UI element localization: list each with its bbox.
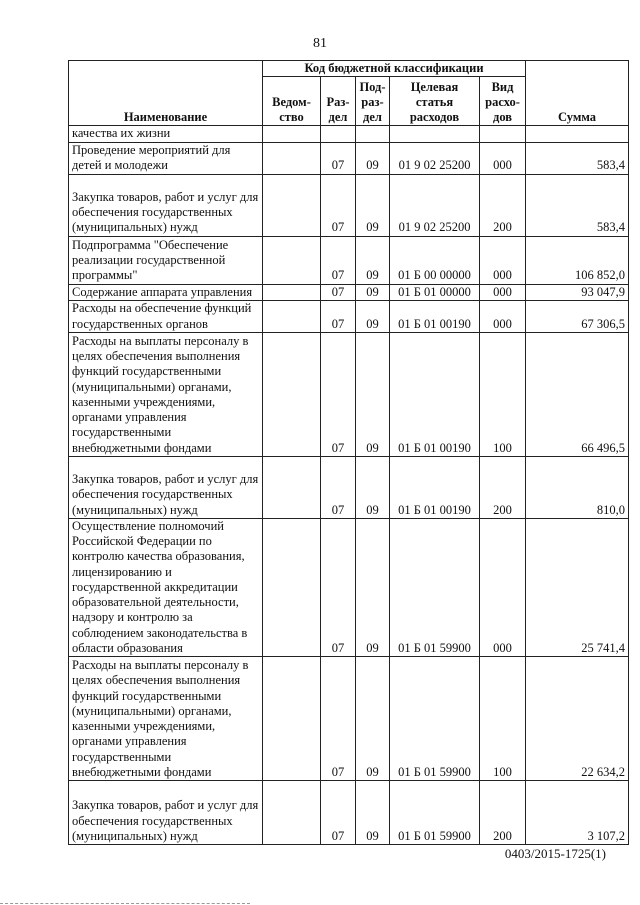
row-name: Расходы на выплаты персоналу в целях обеспечения выполнения функций государственными (муниципальными) органами, казенными учреждениями, органами управления государственными внебюджетными фондами	[69, 332, 263, 456]
row-name: Содержание аппарата управления	[69, 284, 263, 300]
row-name: Подпрограмма "Обеспечение реализации государственной программы"	[69, 236, 263, 284]
row-section: 07	[321, 236, 356, 284]
row-section: 07	[321, 284, 356, 300]
row-dept	[263, 126, 321, 142]
table-row	[69, 126, 629, 142]
row-section: 07	[321, 781, 356, 845]
row-section: 07	[321, 332, 356, 456]
row-section: 07	[321, 456, 356, 518]
table-row	[69, 174, 629, 236]
row-name: Проведение мероприятий для детей и молодежи	[69, 142, 263, 174]
row-dept	[263, 142, 321, 174]
document-id: 0403/2015-1725(1)	[504, 846, 606, 861]
row-dept	[263, 174, 321, 236]
row-target: 01 9 02 25200	[390, 174, 480, 236]
header-target: Целевая статья расходов	[390, 77, 480, 126]
row-target: 01 Б 00 00000	[390, 236, 480, 284]
row-target: 01 Б 01 59900	[390, 518, 480, 656]
table-row	[69, 236, 629, 284]
row-name: Закупка товаров, работ и услуг для обеспечения государственных (муниципальных) нужд	[69, 174, 263, 236]
footer-rule	[0, 903, 250, 904]
row-section: 07	[321, 300, 356, 332]
row-subsection: 09	[356, 284, 390, 300]
row-section	[321, 126, 356, 142]
row-type: 100	[480, 657, 526, 781]
row-target: 01 Б 01 59900	[390, 657, 480, 781]
row-type: 000	[480, 518, 526, 656]
page-number: 81	[313, 36, 327, 51]
header-code-group: Код бюджетной классификации	[263, 61, 526, 77]
row-dept	[263, 236, 321, 284]
row-subsection: 09	[356, 781, 390, 845]
header-sum: Сумма	[526, 61, 629, 126]
row-sum: 106 852,0	[526, 236, 629, 284]
row-dept	[263, 518, 321, 656]
header-dept: Ведом-ство	[263, 77, 321, 126]
row-name: Расходы на обеспечение функций государственных органов	[69, 300, 263, 332]
row-sum: 67 306,5	[526, 300, 629, 332]
row-dept	[263, 781, 321, 845]
row-type: 200	[480, 456, 526, 518]
table-row	[69, 284, 629, 300]
row-type: 200	[480, 174, 526, 236]
row-dept	[263, 332, 321, 456]
row-type: 200	[480, 781, 526, 845]
row-subsection	[356, 126, 390, 142]
row-subsection: 09	[356, 518, 390, 656]
row-target: 01 Б 01 59900	[390, 781, 480, 845]
row-name: Расходы на выплаты персоналу в целях обеспечения выполнения функций государственными (муниципальными) органами, казенными учреждениями, органами управления государственными внебюджетными фондами	[69, 657, 263, 781]
row-subsection: 09	[356, 456, 390, 518]
table-row	[69, 456, 629, 518]
row-type: 100	[480, 332, 526, 456]
row-subsection: 09	[356, 300, 390, 332]
row-name: Закупка товаров, работ и услуг для обеспечения государственных (муниципальных) нужд	[69, 456, 263, 518]
row-subsection: 09	[356, 236, 390, 284]
table-row	[69, 142, 629, 174]
row-type: 000	[480, 300, 526, 332]
row-target: 01 Б 01 00190	[390, 332, 480, 456]
header-name: Наименование	[69, 61, 263, 126]
table-row	[69, 657, 629, 781]
row-sum: 25 741,4	[526, 518, 629, 656]
row-name: Осуществление полномочий Российской Федерации по контролю качества образования, лицензированию и государственной аккредитации образовательной деятельности, надзору и контролю за соблюдением законодательства в области образования	[69, 518, 263, 656]
row-type: 000	[480, 284, 526, 300]
row-sum: 66 496,5	[526, 332, 629, 456]
table-row	[69, 332, 629, 456]
row-section: 07	[321, 174, 356, 236]
row-sum	[526, 126, 629, 142]
row-type: 000	[480, 236, 526, 284]
table-row	[69, 781, 629, 845]
header-section: Раз-дел	[321, 77, 356, 126]
row-subsection: 09	[356, 174, 390, 236]
table-row	[69, 518, 629, 656]
row-sum: 810,0	[526, 456, 629, 518]
row-target: 01 Б 01 00190	[390, 300, 480, 332]
row-section: 07	[321, 657, 356, 781]
row-dept	[263, 456, 321, 518]
row-dept	[263, 284, 321, 300]
header-type: Вид расхо-дов	[480, 77, 526, 126]
row-sum: 22 634,2	[526, 657, 629, 781]
row-target: 01 Б 01 00190	[390, 456, 480, 518]
row-target: 01 9 02 25200	[390, 142, 480, 174]
row-sum: 583,4	[526, 174, 629, 236]
row-section: 07	[321, 518, 356, 656]
row-type	[480, 126, 526, 142]
row-section: 07	[321, 142, 356, 174]
row-subsection: 09	[356, 657, 390, 781]
budget-table	[68, 60, 629, 845]
row-subsection: 09	[356, 142, 390, 174]
row-sum: 3 107,2	[526, 781, 629, 845]
row-sum: 93 047,9	[526, 284, 629, 300]
row-target	[390, 126, 480, 142]
table-row	[69, 300, 629, 332]
row-type: 000	[480, 142, 526, 174]
row-target: 01 Б 01 00000	[390, 284, 480, 300]
row-subsection: 09	[356, 332, 390, 456]
row-dept	[263, 300, 321, 332]
row-name: Закупка товаров, работ и услуг для обеспечения государственных (муниципальных) нужд	[69, 781, 263, 845]
header-subsection: Под-раз-дел	[356, 77, 390, 126]
row-sum: 583,4	[526, 142, 629, 174]
row-name: качества их жизни	[69, 126, 263, 142]
row-dept	[263, 657, 321, 781]
